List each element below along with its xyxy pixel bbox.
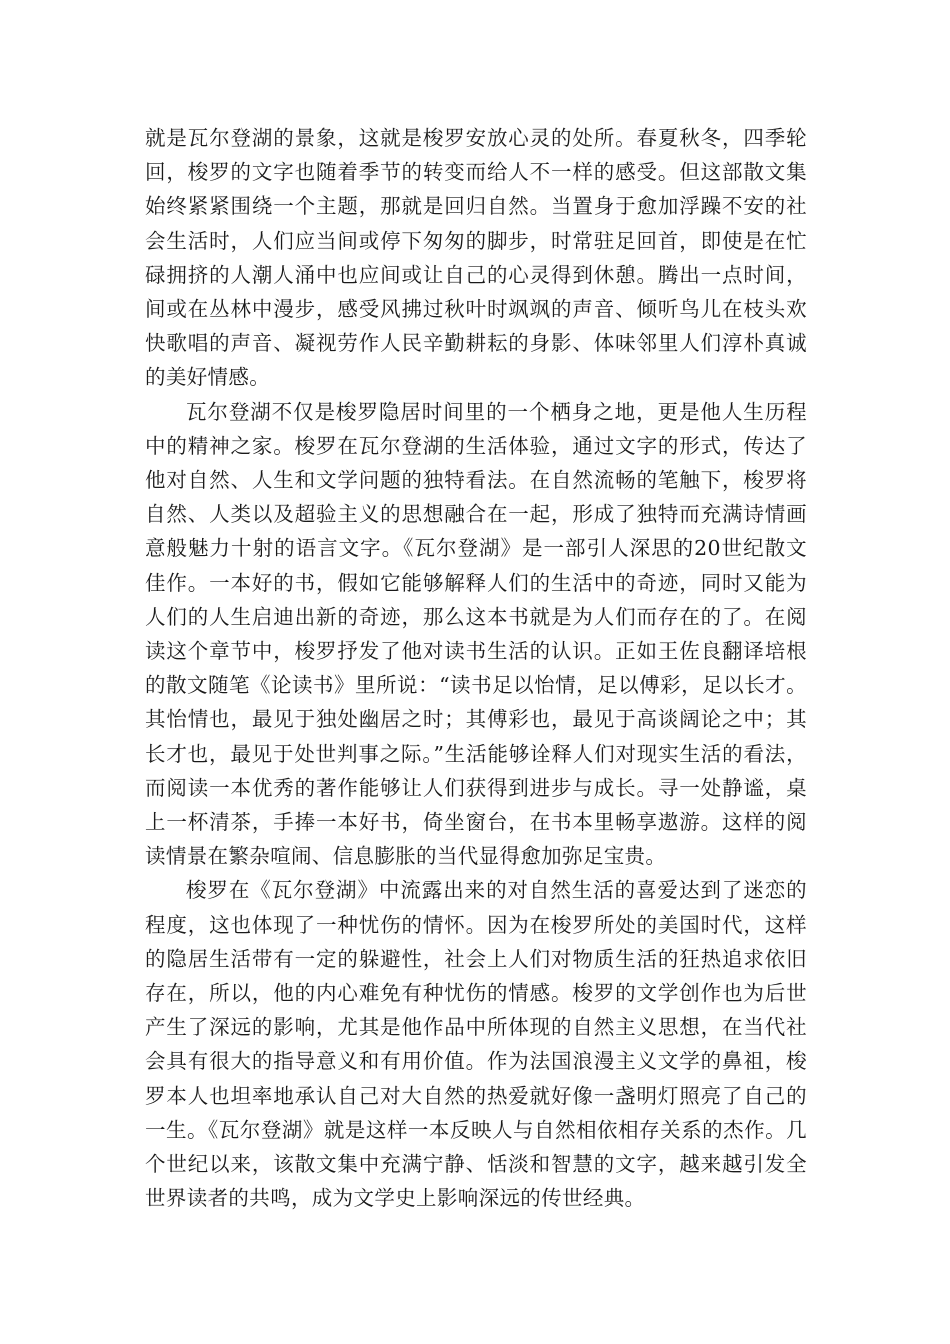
paragraph-melancholy-influence: 梭罗在《瓦尔登湖》中流露出来的对自然生活的喜爱达到了迷恋的程度，这也体现了一种忧伤的情怀。因为在梭罗所处的美国时代，这样的隐居生活带有一定的躲避性，社会上人们对物质生活的狂热追求依旧存在，所以，他的内心难免有种忧伤的情感。梭罗的文学创作也为后世产生了深远的影响，尤其是他作品中所体现的自然主义思想，在当代社会具有很大的指导意义和有用价值。作为法国浪漫主义文学的鼻祖，梭罗本人也坦率地承认自己对大自然的热爱就好像一盏明灯照亮了自己的一生。《瓦尔登湖》就是这样一本反映人与自然相依相存关系的杰作。几个世纪以来，该散文集中充满宁静、恬淡和智慧的文字，越来越引发全世界读者的共鸣，成为文学史上影响深远的传世经典。 — [145, 878, 807, 1211]
document-body — [145, 121, 807, 1216]
paragraph-walden-spiritual-home: 瓦尔登湖不仅是梭罗隐居时间里的一个栖身之地，更是他人生历程中的精神之家。梭罗在瓦尔登湖的生活体验，通过文字的形式，传达了他对自然、人生和文学问题的独特看法。在自然流畅的笔触下，梭罗将自然、人类以及超验主义的思想融合在一起，形成了独特而充满诗情画意般魅力十射的语言文字。《瓦尔登湖》是一部引人深思的20世纪散文佳作。一本好的书，假如它能够解释人们的生活中的奇迹，同时又能为人们的人生启迪出新的奇迹，那么这本书就是为人们而存在的了。在阅读这个章节中，梭罗抒发了他对读书生活的认识。正如王佐良翻译培根的散文随笔《论读书》里所说：“读书足以怡情，足以傅彩，足以长才。其怡情也，最见于独处幽居之时；其傅彩也，最见于高谈阔论之中；其长才也，最见于处世判事之际。”生活能够诠释人们对现实生活的看法，而阅读一本优秀的著作能够让人们获得到进步与成长。寻一处静谧，桌上一杯清茶，手捧一本好书，倚坐窗台，在书本里畅享遨游。这样的阅读情景在繁杂喧闹、信息膨胀的当代显得愈加弥足宝贵。 — [145, 399, 807, 869]
paragraph-continuation: 就是瓦尔登湖的景象，这就是梭罗安放心灵的处所。春夏秋冬，四季轮回，梭罗的文字也随着季节的转变而给人不一样的感受。但这部散文集始终紧紧围绕一个主题，那就是回归自然。当置身于愈加浮躁不安的社会生活时，人们应当间或停下匆匆的脚步，时常驻足回首，即使是在忙碌拥挤的人潮人涌中也应间或让自己的心灵得到休憩。腾出一点时间，间或在丛林中漫步，感受风拂过秋叶时飒飒的声音、倾听鸟儿在枝头欢快歌唱的声音、凝视劳作人民辛勤耕耘的身影、体味邻里人们淳朴真诚的美好情感。 — [145, 126, 807, 390]
